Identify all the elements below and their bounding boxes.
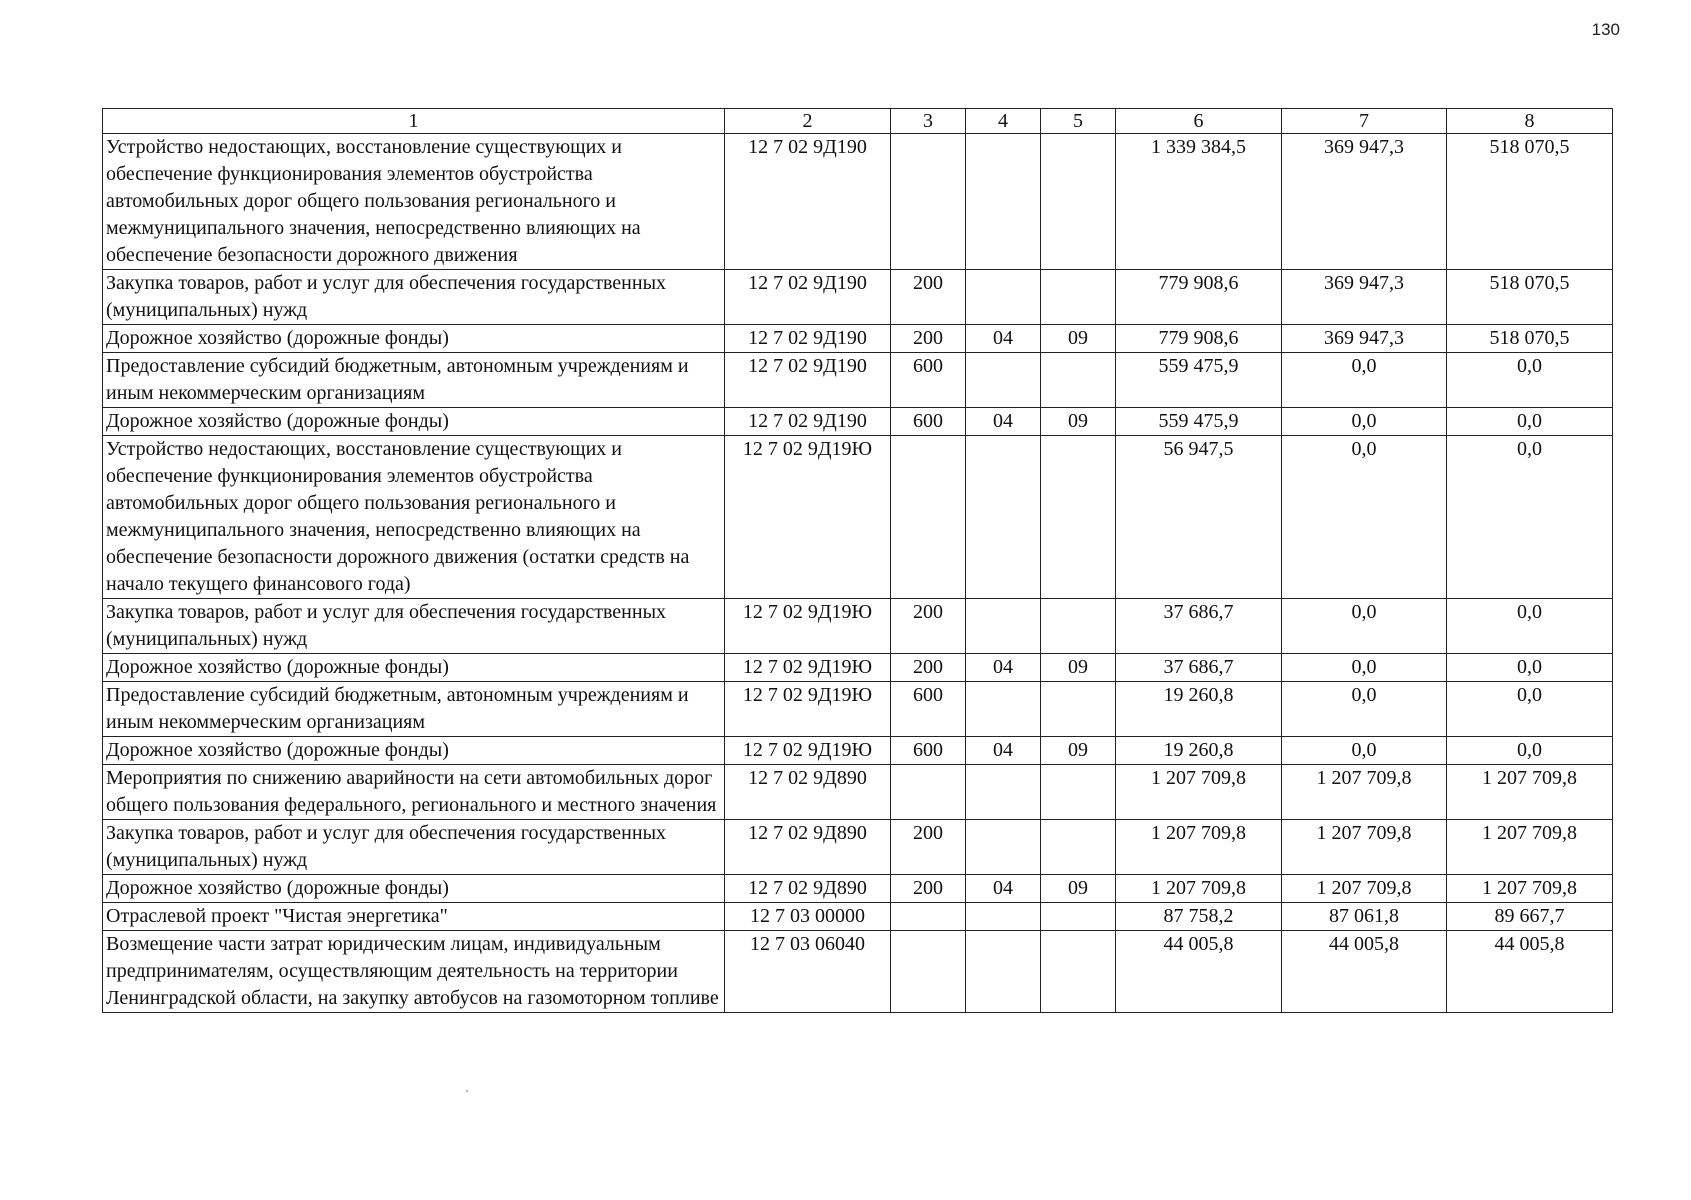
table-row <box>103 436 1613 599</box>
row-col-5: 09 <box>1041 325 1116 353</box>
row-col-4: 04 <box>966 325 1041 353</box>
row-col-5 <box>1041 765 1116 820</box>
row-value-6: 779 908,6 <box>1116 270 1282 325</box>
row-col-4 <box>966 765 1041 820</box>
row-value-8: 1 207 709,8 <box>1447 765 1613 820</box>
row-code: 12 7 02 9Д19Ю <box>725 737 891 765</box>
row-code: 12 7 02 9Д19Ю <box>725 654 891 682</box>
row-col-4 <box>966 682 1041 737</box>
row-code: 12 7 02 9Д190 <box>725 325 891 353</box>
row-col-3 <box>891 765 966 820</box>
table-row <box>103 654 1613 682</box>
row-name: Дорожное хозяйство (дорожные фонды) <box>103 408 725 436</box>
row-col-3 <box>891 436 966 599</box>
row-value-6: 1 339 384,5 <box>1116 134 1282 270</box>
row-col-4 <box>966 599 1041 654</box>
row-value-8: 89 667,7 <box>1447 903 1613 931</box>
row-value-7: 1 207 709,8 <box>1282 765 1447 820</box>
row-value-6: 87 758,2 <box>1116 903 1282 931</box>
page-number: 130 <box>1591 20 1620 39</box>
row-code: 12 7 02 9Д190 <box>725 134 891 270</box>
row-col-4 <box>966 903 1041 931</box>
row-col-3: 200 <box>891 654 966 682</box>
table-row <box>103 599 1613 654</box>
row-value-7: 1 207 709,8 <box>1282 875 1447 903</box>
row-name: Отраслевой проект "Чистая энергетика" <box>103 903 725 931</box>
table-row <box>103 903 1613 931</box>
row-name: Дорожное хозяйство (дорожные фонды) <box>103 325 725 353</box>
row-value-8: 44 005,8 <box>1447 931 1613 1013</box>
row-col-5: 09 <box>1041 737 1116 765</box>
header-row <box>103 109 1613 134</box>
row-value-6: 1 207 709,8 <box>1116 765 1282 820</box>
row-col-4 <box>966 270 1041 325</box>
row-value-6: 44 005,8 <box>1116 931 1282 1013</box>
row-code: 12 7 02 9Д19Ю <box>725 682 891 737</box>
row-value-7: 369 947,3 <box>1282 270 1447 325</box>
row-col-5 <box>1041 436 1116 599</box>
row-name: Закупка товаров, работ и услуг для обеспечения государственных (муниципальных) нужд <box>103 820 725 875</box>
row-value-6: 37 686,7 <box>1116 654 1282 682</box>
row-name: Дорожное хозяйство (дорожные фонды) <box>103 654 725 682</box>
row-code: 12 7 02 9Д19Ю <box>725 436 891 599</box>
row-col-5: 09 <box>1041 408 1116 436</box>
row-value-8: 518 070,5 <box>1447 270 1613 325</box>
table-row <box>103 765 1613 820</box>
budget-table <box>102 108 1613 1013</box>
row-col-3: 200 <box>891 820 966 875</box>
row-value-7: 0,0 <box>1282 353 1447 408</box>
row-col-3: 200 <box>891 325 966 353</box>
row-value-7: 369 947,3 <box>1282 134 1447 270</box>
row-value-8: 0,0 <box>1447 599 1613 654</box>
table-row <box>103 325 1613 353</box>
row-value-7: 0,0 <box>1282 682 1447 737</box>
row-col-3 <box>891 134 966 270</box>
table-row <box>103 353 1613 408</box>
row-value-8: 1 207 709,8 <box>1447 820 1613 875</box>
row-col-5 <box>1041 599 1116 654</box>
row-value-6: 559 475,9 <box>1116 408 1282 436</box>
row-col-3: 200 <box>891 599 966 654</box>
row-value-8: 0,0 <box>1447 737 1613 765</box>
row-value-7: 0,0 <box>1282 599 1447 654</box>
row-name: Дорожное хозяйство (дорожные фонды) <box>103 737 725 765</box>
row-col-3 <box>891 903 966 931</box>
row-name: Возмещение части затрат юридическим лицам, индивидуальным предпринимателям, осуществляющим деятельность на территории Ленинградской области, на закупку автобусов на газомоторном топливе <box>103 931 725 1013</box>
row-col-4: 04 <box>966 408 1041 436</box>
row-col-5 <box>1041 134 1116 270</box>
scan-speck <box>466 1090 468 1092</box>
row-code: 12 7 02 9Д890 <box>725 765 891 820</box>
row-col-4 <box>966 820 1041 875</box>
row-col-5: 09 <box>1041 875 1116 903</box>
row-value-6: 37 686,7 <box>1116 599 1282 654</box>
header-col-3: 3 <box>891 109 966 134</box>
table-row <box>103 134 1613 270</box>
table-row <box>103 682 1613 737</box>
row-code: 12 7 02 9Д190 <box>725 408 891 436</box>
row-value-7: 0,0 <box>1282 654 1447 682</box>
table-row <box>103 408 1613 436</box>
row-value-8: 518 070,5 <box>1447 325 1613 353</box>
row-col-5 <box>1041 682 1116 737</box>
row-value-6: 19 260,8 <box>1116 682 1282 737</box>
row-value-8: 518 070,5 <box>1447 134 1613 270</box>
row-value-7: 0,0 <box>1282 408 1447 436</box>
row-col-4: 04 <box>966 875 1041 903</box>
row-col-4 <box>966 436 1041 599</box>
row-code: 12 7 02 9Д890 <box>725 820 891 875</box>
table-row <box>103 737 1613 765</box>
header-col-5: 5 <box>1041 109 1116 134</box>
row-value-8: 0,0 <box>1447 682 1613 737</box>
table-row <box>103 931 1613 1013</box>
row-name: Предоставление субсидий бюджетным, автономным учреждениям и иным некоммерческим организациям <box>103 682 725 737</box>
row-col-3: 600 <box>891 353 966 408</box>
header-col-8: 8 <box>1447 109 1613 134</box>
row-value-8: 0,0 <box>1447 654 1613 682</box>
row-col-4 <box>966 931 1041 1013</box>
row-value-7: 0,0 <box>1282 737 1447 765</box>
row-name: Закупка товаров, работ и услуг для обеспечения государственных (муниципальных) нужд <box>103 599 725 654</box>
table-row <box>103 270 1613 325</box>
row-value-6: 1 207 709,8 <box>1116 875 1282 903</box>
row-code: 12 7 03 06040 <box>725 931 891 1013</box>
row-value-6: 56 947,5 <box>1116 436 1282 599</box>
row-value-7: 87 061,8 <box>1282 903 1447 931</box>
row-value-7: 1 207 709,8 <box>1282 820 1447 875</box>
row-name: Устройство недостающих, восстановление существующих и обеспечение функционирования элементов обустройства автомобильных дорог общего пользования регионального и межмуниципального значения, непосредственно влияющих на обеспечение безопасности дорожного движения <box>103 134 725 270</box>
row-value-6: 779 908,6 <box>1116 325 1282 353</box>
row-value-7: 369 947,3 <box>1282 325 1447 353</box>
row-value-8: 0,0 <box>1447 436 1613 599</box>
row-value-8: 1 207 709,8 <box>1447 875 1613 903</box>
row-value-6: 1 207 709,8 <box>1116 820 1282 875</box>
row-name: Устройство недостающих, восстановление существующих и обеспечение функционирования элементов обустройства автомобильных дорог общего пользования регионального и межмуниципального значения, непосредственно влияющих на обеспечение безопасности дорожного движения (остатки средств на начало текущего финансового года) <box>103 436 725 599</box>
row-col-3: 200 <box>891 875 966 903</box>
table-row <box>103 875 1613 903</box>
row-col-4 <box>966 353 1041 408</box>
row-col-3: 200 <box>891 270 966 325</box>
row-col-3: 600 <box>891 682 966 737</box>
header-col-2: 2 <box>725 109 891 134</box>
row-col-3: 600 <box>891 737 966 765</box>
row-value-7: 44 005,8 <box>1282 931 1447 1013</box>
row-value-6: 559 475,9 <box>1116 353 1282 408</box>
row-value-6: 19 260,8 <box>1116 737 1282 765</box>
row-value-7: 0,0 <box>1282 436 1447 599</box>
row-name: Мероприятия по снижению аварийности на сети автомобильных дорог общего пользования федерального, регионального и местного значения <box>103 765 725 820</box>
row-code: 12 7 03 00000 <box>725 903 891 931</box>
row-code: 12 7 02 9Д190 <box>725 270 891 325</box>
header-col-1: 1 <box>103 109 725 134</box>
row-col-5 <box>1041 903 1116 931</box>
header-col-4: 4 <box>966 109 1041 134</box>
row-col-3: 600 <box>891 408 966 436</box>
row-col-5 <box>1041 270 1116 325</box>
row-col-4: 04 <box>966 737 1041 765</box>
header-col-7: 7 <box>1282 109 1447 134</box>
row-col-5 <box>1041 820 1116 875</box>
row-code: 12 7 02 9Д19Ю <box>725 599 891 654</box>
row-col-5: 09 <box>1041 654 1116 682</box>
row-name: Дорожное хозяйство (дорожные фонды) <box>103 875 725 903</box>
row-name: Закупка товаров, работ и услуг для обеспечения государственных (муниципальных) нужд <box>103 270 725 325</box>
row-code: 12 7 02 9Д190 <box>725 353 891 408</box>
table-row <box>103 820 1613 875</box>
row-col-5 <box>1041 353 1116 408</box>
header-col-6: 6 <box>1116 109 1282 134</box>
row-code: 12 7 02 9Д890 <box>725 875 891 903</box>
row-name: Предоставление субсидий бюджетным, автономным учреждениям и иным некоммерческим организациям <box>103 353 725 408</box>
row-value-8: 0,0 <box>1447 408 1613 436</box>
row-col-4: 04 <box>966 654 1041 682</box>
row-col-5 <box>1041 931 1116 1013</box>
row-col-3 <box>891 931 966 1013</box>
row-col-4 <box>966 134 1041 270</box>
row-value-8: 0,0 <box>1447 353 1613 408</box>
